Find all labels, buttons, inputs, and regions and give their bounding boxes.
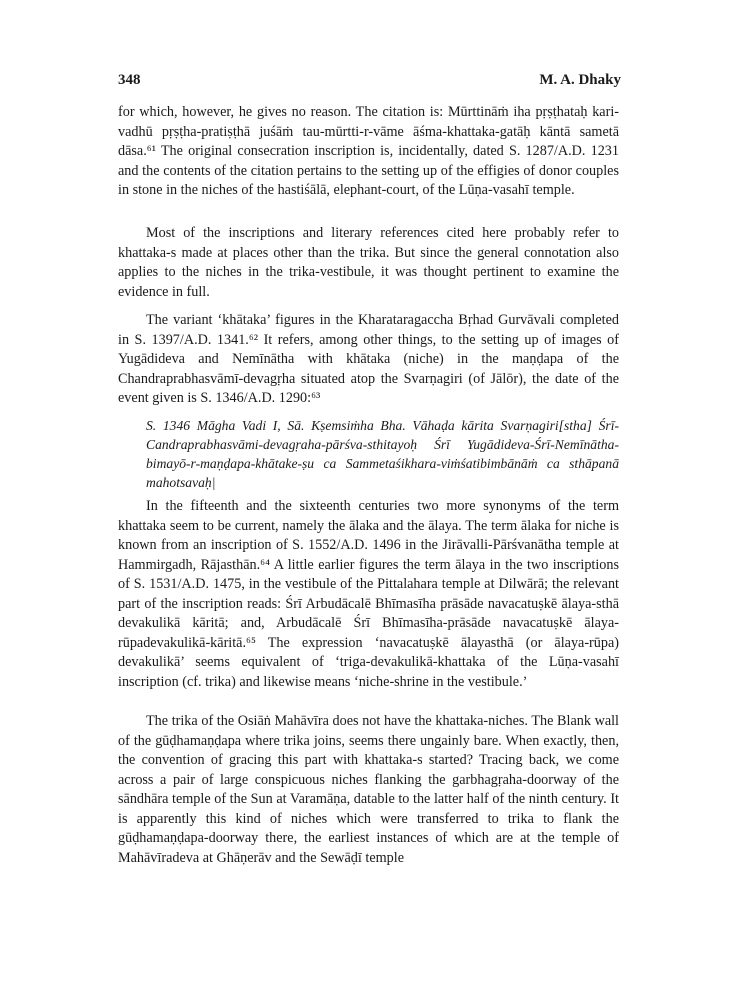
paragraph-synonyms: In the fifteenth and the sixteenth centuries two more synonyms of the term khattaka seem to be current, namely the ālaka and the ālaya. The term ālaka for niche is known from an inscription of S. 1552/A.D. 1496 in the Jirāvalli-Pārśvanātha temple at Hammirgadh, Rājasthān.⁶⁴ A little earlier figures the term ālaya in the two inscriptions of S. 1531/A.D. 1475, in the vestibule of the Pittalahara temple at Dilwārā; the relevant part of the inscription reads: Śrī Arbudācalē Bhīmasīha prāsāde navacatuṣkē ālaya-sthā devakulikā kāritā; and, Arbudācalē Śrī Bhīmasīha-prāsāde navacatuṣkē ālaya-rūpadevakulikā-kāritā.⁶⁵ The expression ‘navacatuṣkē ālayasthā (or ālaya-rūpa) devakulikā’ seems equivalent of ‘triga-devakulikā-khattaka of the Lūṇa-vasahī inscription (cf. trika) and likewise means ‘niche-shrine in the vestibule.’: [118, 498, 619, 690]
running-header: [118, 72, 621, 92]
paragraph-inscriptions: Most of the inscriptions and literary references cited here probably refer to khattaka-s made at places other than the trika. But since the general connotation also applies to the niches in the trika-vestibule, it was thought pertinent to examine the evidence in full.: [118, 225, 619, 300]
paragraph-variant-khataka: The variant ‘khātaka’ figures in the Kharataragaccha Bṛhad Gurvāvali completed in S. 1397/A.D. 1341.⁶² It refers, among other things, to the setting up of images of Yugādideva and Nemīnātha with khātaka (niche) in the maṇḍapa of the Chandraprabhasvāmī-devagṛha situated atop the Svarṇagiri (of Jālōr), the date of the event given is S. 1346/A.D. 1290:⁶³: [118, 312, 619, 406]
paragraph-citation: for which, however, he gives no reason. The citation is: Mūrttināṁ iha pṛṣṭhataḥ kari-vadhū pṛṣṭha-pratiṣṭhā juśāṁ tau-mūrtti-r-vāme āśma-khattaka-gatāḥ kāntā sametā dāsa.⁶¹ The original consecration inscription is, incidentally, dated S. 1287/A.D. 1231 and the contents of the citation pertains to the setting up of the effigies of donor couples in stone in the niches of the hastiśālā, elephant-court, of the Lūṇa-vasahī temple.: [118, 104, 619, 198]
paragraph-trika-osian: The trika of the Osiāṅ Mahāvīra does not have the khattaka-niches. The Blank wall of the gūḍhamaṇḍapa where trika joins, seems there ungainly bare. When exactly, then, the convention of gracing this part with khattaka-s started? Tracing back, we come across a pair of large conspicuous niches flanking the garbhagṛaha-doorway of the sāndhāra temple of the Sun at Varamāṇa, datable to the latter half of the ninth century. It is apparently this kind of niches which were transferred to trika to flank the gūḍhamaṇḍapa-doorway there, the earliest instances of which are at the temple of Mahāvīradeva at Ghāṇerāv and the Sewāḍī temple: [118, 713, 619, 866]
running-author: M. A. Dhaky: [539, 72, 621, 88]
page-number: 348: [118, 72, 141, 88]
inscription-quote: S. 1346 Māgha Vadi I, Sā. Kṣemsiṁha Bha. Vāhaḍa kārita Svarṇagiri[stha] Śrī-Candraprabhasvāmi-devagṛaha-pārśva-sthitayoḥ Śrī Yugādideva-Śrī-Nemīnātha-bimayō-r-maṇḍapa-khātake-ṣu ca Sammetaśikhara-viṁśatibimbānāṁ ca sthāpanā mahotsavaḥ|: [146, 418, 619, 490]
